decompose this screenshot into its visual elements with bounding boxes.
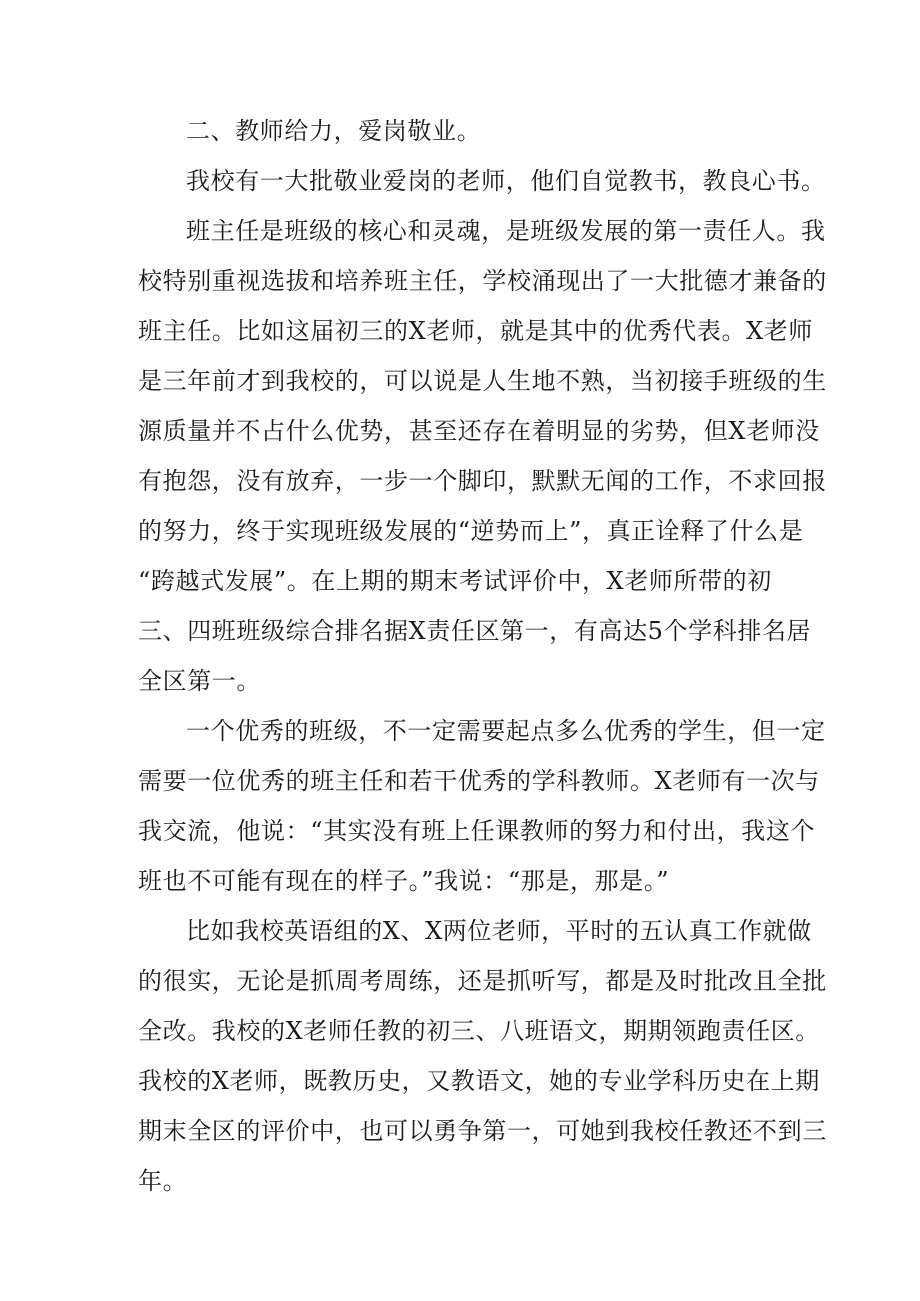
paragraph-line: 班也不可能有现在的样子。”我说：“那是，那是。”: [138, 867, 670, 895]
paragraph-line: 班主任。比如这届初三的X老师，就是其中的优秀代表。X老师: [138, 317, 813, 345]
paragraph-line: 是三年前才到我校的，可以说是人生地不熟，当初接手班级的生: [138, 367, 827, 395]
paragraph-line: 需要一位优秀的班主任和若干优秀的学科教师。X老师有一次与: [138, 767, 820, 795]
paragraph-line: 全改。我校的X老师任教的初三、八班语文，期期领跑责任区。: [138, 1017, 820, 1045]
paragraph-line: 我交流，他说：“其实没有班上任课教师的努力和付出，我这个: [138, 817, 816, 845]
paragraph-line: 年。: [138, 1167, 188, 1195]
paragraph-line: 我校的X老师，既教历史，又教语文，她的专业学科历史在上期: [138, 1067, 820, 1095]
paragraph-line: 期末全区的评价中，也可以勇争第一，可她到我校任教还不到三: [138, 1117, 827, 1145]
paragraph-line: 源质量并不占什么优势，甚至还存在着明显的劣势，但X老师没: [138, 417, 820, 445]
paragraph-line: 全区第一。: [138, 667, 261, 695]
paragraph-line: 有抱怨，没有放弃，一步一个脚印，默默无闻的工作，不求回报: [138, 467, 827, 495]
paragraph-line: 校特别重视选拔和培养班主任，学校涌现出了一大批德才兼备的: [138, 267, 827, 295]
paragraph-line: 比如我校英语组的X、X两位老师，平时的五认真工作就做: [186, 917, 812, 945]
paragraph-line: 我校有一大批敬业爱岗的老师，他们自觉教书，教良心书。: [186, 167, 826, 195]
paragraph-line: 三、四班班级综合排名据X责任区第一，有高达5个学科排名居: [138, 617, 812, 645]
paragraph-line: “跨越式发展”。在上期的期末考试评价中，X老师所带的初: [138, 567, 772, 595]
paragraph-line: 的努力，终于实现班级发展的“逆势而上”，真正诠释了什么是: [138, 517, 804, 545]
paragraph-line: 班主任是班级的核心和灵魂，是班级发展的第一责任人。我: [186, 217, 826, 245]
section-heading: 二、教师给力，爱岗敬业。: [186, 117, 482, 145]
paragraph-line: 一个优秀的班级，不一定需要起点多么优秀的学生，但一定: [186, 717, 826, 745]
paragraph-line: 的很实，无论是抓周考周练，还是抓听写，都是及时批改且全批: [138, 967, 827, 995]
